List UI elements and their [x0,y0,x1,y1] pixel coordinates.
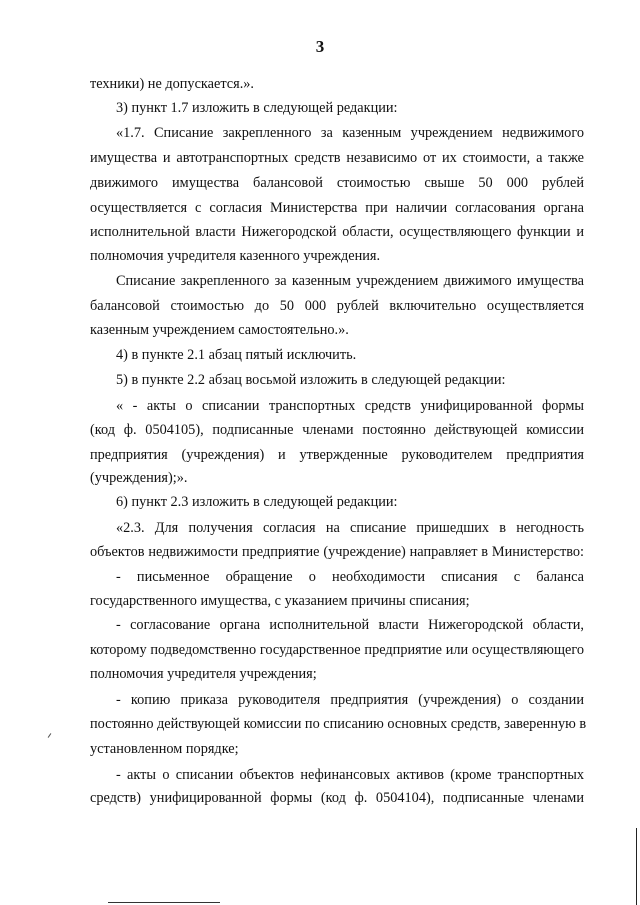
text-line: предприятия (учреждения) и утвержденные руководителем предприятия [90,447,584,463]
text-line: - акты о списании объектов нефинансовых активов (кроме транспортных [116,767,584,783]
text-line: 6) пункт 2.3 изложить в следующей редакции: [116,494,398,510]
text-line: (учреждения);». [90,470,188,486]
text-line: 4) в пункте 2.1 абзац пятый исключить. [116,347,357,363]
text-line: государственного имущества, с указанием причины списания; [90,593,470,609]
text-line: казенным учреждением самостоятельно.». [90,322,349,338]
text-line: движимого имущества балансовой стоимостью свыше 50 000 рублей [90,175,584,191]
text-line: 5) в пункте 2.2 абзац восьмой изложить в следующей редакции: [116,372,506,388]
text-line: постоянно действующей комиссии по списанию основных средств, заверенную в [90,716,587,732]
footer-rule [108,902,220,903]
text-line: полномочия учредителя казенного учреждения. [90,248,381,264]
text-line: Списание закрепленного за казенным учреждением движимого имущества [116,273,584,289]
text-line: балансовой стоимостью до 50 000 рублей включительно осуществляется [90,298,584,314]
text-line: «2.3. Для получения согласия на списание пришедших в негодность [116,520,584,536]
margin-mark [48,733,52,738]
text-line: «1.7. Списание закрепленного за казенным учреждением недвижимого [116,125,584,141]
text-line: исполнительной власти Нижегородской области, осуществляющего функции и [90,224,584,240]
text-line: 3) пункт 1.7 изложить в следующей редакции: [116,100,398,116]
text-line: объектов недвижимости предприятие (учреждение) направляет в Министерство: [90,544,584,560]
text-line: установленном порядке; [90,741,239,757]
text-line: техники) не допускается.». [90,76,254,92]
text-line: полномочия учредителя учреждения; [90,666,317,682]
text-line: - письменное обращение о необходимости списания с баланса [116,569,584,585]
text-line: осуществляется с согласия Министерства при наличии согласования органа [90,200,584,216]
page-number: 3 [315,37,325,56]
text-line: имущества и автотранспортных средств независимо от их стоимости, а также [90,150,584,166]
text-line: средств) унифицированной формы (код ф. 0504104), подписанные членами [90,790,584,806]
text-line: которому подведомственно государственное предприятие или осуществляющего [90,642,584,658]
text-line: - копию приказа руководителя предприятия (учреждения) о создании [116,692,584,708]
text-line: (код ф. 0504105), подписанные членами постоянно действующей комиссии [90,422,584,438]
text-line: - согласование органа исполнительной власти Нижегородской области, [116,617,584,633]
scan-edge-line [636,828,637,905]
text-line: « - акты о списании транспортных средств унифицированной формы [116,398,584,414]
